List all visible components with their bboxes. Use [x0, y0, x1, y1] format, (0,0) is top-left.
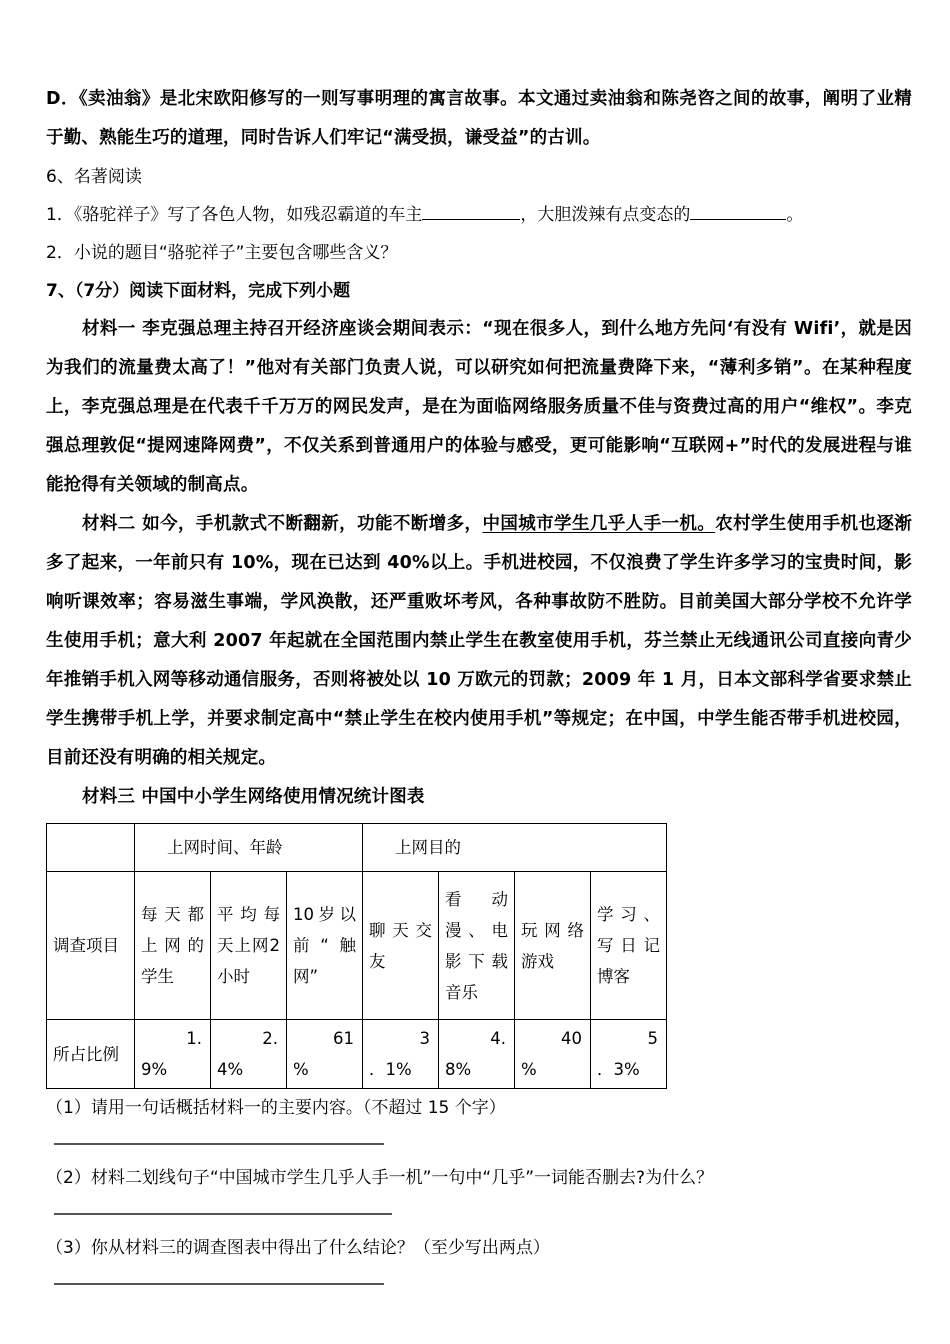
column-header-before-age-ten	[287, 872, 363, 1020]
column-header-before-age-ten-label: 10岁以前“触网”	[293, 905, 356, 986]
column-header-daily-online-students	[135, 872, 211, 1020]
value-before-age-ten-bottom: %	[293, 1060, 309, 1079]
fill-blank-2[interactable]	[690, 204, 786, 220]
value-daily-online-students-top: 1.	[186, 1029, 202, 1048]
material-three-title: 中国中小学生网络使用情况统计图表	[141, 787, 425, 807]
group-header-online-purpose	[363, 824, 667, 872]
answer-line-2[interactable]	[54, 1213, 392, 1215]
row-header-label-cell	[47, 872, 135, 1020]
table-column-header-row	[47, 872, 667, 1020]
material-one-label: 材料一	[82, 319, 136, 339]
value-study-blog-top: 5	[647, 1029, 658, 1048]
value-cell-chat-friends	[363, 1020, 439, 1089]
option-d-text: 《卖油翁》是北宋欧阳修写的一则写事明理的寓言故事。本文通过卖油翁和陈尧咨之间的故事，阐明了业精于勤、熟能生巧的道理，同时告诉人们牢记“满受损，谦受益”的古训。	[46, 89, 912, 148]
sub-question-2: （2）材料二划线句子“中国城市学生几乎人手一机”一句中“几乎”一词能否删去?为什么？	[46, 1168, 714, 1188]
column-header-online-games-label: 玩网络游戏	[521, 920, 584, 971]
column-header-avg-two-hours-label: 平均每天上网2小时	[217, 905, 280, 986]
data-row-label: 所占比例	[53, 1044, 119, 1064]
material-two-label: 材料二	[82, 514, 136, 534]
value-chat-friends-top: 3	[419, 1029, 430, 1048]
sub-question-1: （1）请用一句话概括材料一的主要内容。（不超过 15 个字）	[46, 1098, 506, 1118]
section6-question-2: 2．小说的题目“骆驼祥子”主要包含哪些含义？	[46, 243, 398, 263]
group-header-online-time-age	[135, 824, 363, 872]
group-header-online-purpose-label: 上网目的	[395, 838, 461, 857]
value-online-games-bottom: %	[521, 1060, 537, 1079]
value-study-blog-bottom: ．3%	[597, 1060, 640, 1079]
group-header-online-time-age-label: 上网时间、年龄	[167, 838, 283, 857]
column-header-avg-two-hours	[211, 872, 287, 1020]
value-anime-movies-music-bottom: 8%	[445, 1060, 472, 1079]
material-one-text: 李克强总理主持召开经济座谈会期间表示：“现在很多人，到什么地方先问‘有没有 Wifi’，就是因为我们的流量费太高了！”他对有关部门负责人说，可以研究如何把流量费降下来，“薄利多销”。在某种程度上，李克强总理是在代表千千万万的网民发声，是在为面临网络服务质量不佳与资费过高的用户“维权”。李克强总理敦促“提网速降网费”，不仅关系到普通用户的体验与感受，更可能影响“互联网+”时代的发展进程与谁能抢得有关领域的制高点。	[46, 319, 913, 495]
column-header-chat-friends-label: 聊天交友	[369, 920, 432, 971]
sub-question-3: （3）你从材料三的调查图表中得出了什么结论？（至少写出两点）	[46, 1238, 550, 1258]
section6-q1-text-part3: 。	[786, 205, 804, 225]
section6-heading: 6、名著阅读	[46, 167, 142, 187]
column-header-daily-online-students-label: 每天都上网的学生	[141, 905, 204, 986]
value-cell-study-blog	[591, 1020, 667, 1089]
value-cell-online-games	[515, 1020, 591, 1089]
fill-blank-1[interactable]	[422, 204, 520, 220]
answer-line-3[interactable]	[54, 1283, 384, 1285]
value-avg-two-hours-bottom: 4%	[217, 1060, 244, 1079]
value-anime-movies-music-top: 4.	[490, 1029, 506, 1048]
section6-q1-text-part1: 1．《骆驼祥子》写了各色人物，如残忍霸道的车主	[46, 205, 423, 225]
material-two-text-pre: 如今，手机款式不断翻新，功能不断增多，	[142, 514, 483, 534]
column-header-anime-movies-music	[439, 872, 515, 1020]
value-before-age-ten-top: 61	[333, 1029, 354, 1048]
material-two-underlined-sentence: 中国城市学生几乎人手一机。	[482, 514, 716, 534]
data-row-label-cell	[47, 1020, 135, 1089]
material-two-text-post: 农村学生使用手机也逐渐多了起来，一年前只有 10%，现在已达到 40%以上。手机进校园，不仅浪费了学生许多学习的宝贵时间，影响听课效率；容易滋生事端，学风涣散，还严重败坏考风，各种事故防不胜防。目前美国大部分学校不允许学生使用手机；意大利 2007 年起就在全国范围内禁止学生在教室使用手机，芬兰禁止无线通讯公司直接向青少年推销手机入网等移动通信服务，否则将被处以 10 万欧元的罚款；2009 年 1 月，日本文部科学省要求禁止学生携带手机上学，并要求制定高中“禁止学生在校内使用手机”等规定；在中国，中学生能否带手机进校园，目前还没有明确的相关规定。	[46, 514, 912, 768]
value-cell-avg-two-hours	[211, 1020, 287, 1089]
section6-q1-text-part2: ，大胆泼辣有点变态的	[520, 205, 691, 225]
value-cell-daily-online-students	[135, 1020, 211, 1089]
material-two-paragraph	[46, 505, 912, 778]
column-header-study-blog-label: 学习、写日记博客	[597, 905, 660, 986]
value-online-games-top: 40	[561, 1029, 582, 1048]
option-d-paragraph	[46, 80, 912, 158]
column-header-online-games	[515, 872, 591, 1020]
material-three-label: 材料三	[82, 787, 136, 807]
value-cell-before-age-ten	[287, 1020, 363, 1089]
value-avg-two-hours-top: 2.	[262, 1029, 278, 1048]
section7-heading: 7、（7分）阅读下面材料，完成下列小题	[46, 281, 351, 301]
table-row	[47, 1020, 667, 1089]
material-three-paragraph	[46, 778, 912, 817]
value-chat-friends-bottom: ．1%	[369, 1060, 412, 1079]
section6-question-1	[46, 196, 912, 234]
row-header-label: 调查项目	[53, 936, 119, 955]
table-group-header-row	[47, 824, 667, 872]
value-daily-online-students-bottom: 9%	[141, 1060, 168, 1079]
answer-line-1[interactable]	[54, 1143, 384, 1145]
column-header-study-blog	[591, 872, 667, 1020]
table-corner-cell	[47, 824, 135, 872]
column-header-chat-friends	[363, 872, 439, 1020]
survey-table	[46, 823, 667, 1089]
value-cell-anime-movies-music	[439, 1020, 515, 1089]
survey-table-wrapper	[46, 823, 912, 1089]
material-one-paragraph	[46, 310, 912, 505]
column-header-anime-movies-music-label: 看动漫、电影下载音乐	[445, 889, 508, 1002]
option-d-marker: D．	[46, 89, 79, 109]
